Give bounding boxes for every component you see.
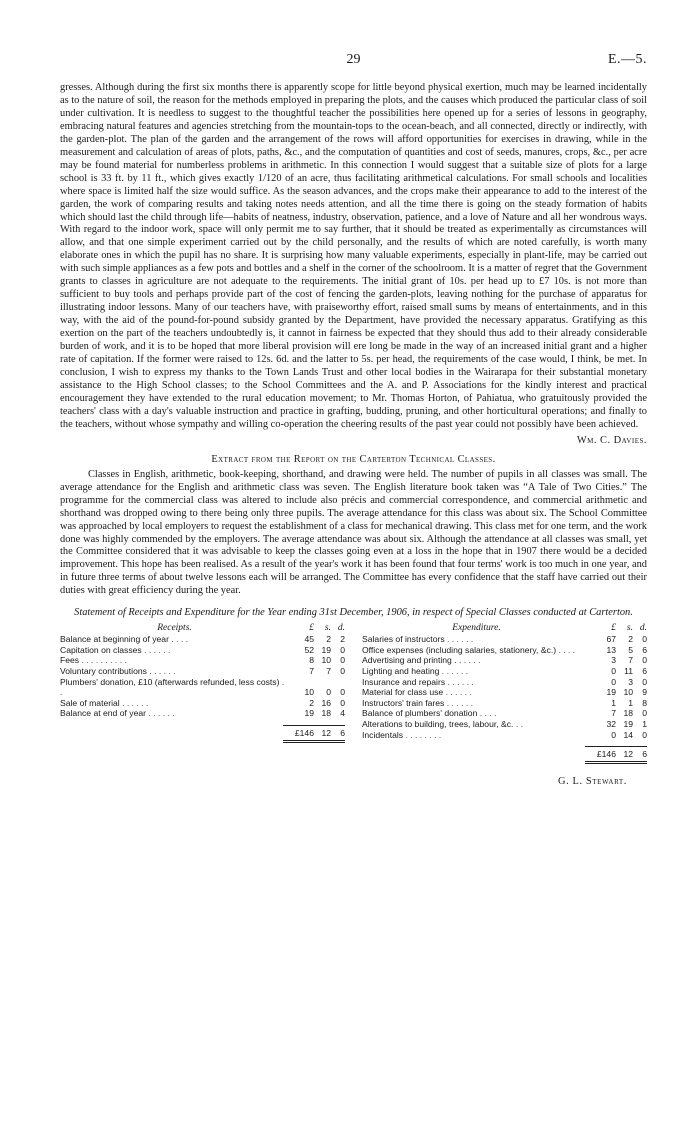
table-row	[362, 730, 647, 741]
expenditure-total: £146 12 6	[362, 746, 647, 764]
section-paragraph: Classes in English, arithmetic, book-keeping, shorthand, and drawing were held. The number of pupils in all classes was small. The average attendance for the English and arithmetic class was seven. The English literature book taken was “A Tale of Two Cities.” The programme for the commercial class was altered to include also précis and commercial correspondence, and commercial arithmetic and shorthand was dropped owing to there being only three pupils. The average attendance for this class was about six. The School Committee was approached by local employers to request the establishment of a class for mechanical drawing. This class met for one term, and the work done was highly commended by the employers. The average attendance was about six. Although the attendance at all classes was small, yet the Committee considered that it was advisable to keep the classes going even at a loss in the hope that in 1907 there would be a decided improvement. This hope has been realised. As a result of the year's work it has been found that four terms' work is too much in one year, and in future three terms of about twelve lessons each will be arranged. The Committee has every confidence that the staff have carried out their duties with great efficiency during the year.	[60, 468, 647, 597]
receipts-column	[60, 623, 345, 764]
row-amount: 3 7 0	[611, 655, 647, 666]
row-amount: 7 18 0	[611, 708, 647, 719]
row-description: Instructors' train fares . . . . . .	[362, 697, 474, 708]
row-amount: 7 7 0	[309, 666, 345, 677]
row-description: Balance of plumbers' donation . . . .	[362, 708, 497, 719]
page-number: 29	[346, 52, 361, 67]
table-row	[60, 645, 345, 656]
row-description: Insurance and repairs . . . . . .	[362, 676, 474, 687]
row-description: Voluntary contributions . . . . . .	[60, 666, 176, 677]
signature-stewart: G. L. Stewart.	[558, 776, 627, 788]
row-description: Plumbers' donation, £10 (afterwards refunded, less costs) . .	[60, 676, 285, 698]
row-amount: 0 14 0	[611, 729, 647, 740]
document-page	[60, 52, 647, 787]
table-row	[60, 677, 345, 698]
row-amount: 32 19 1	[606, 719, 647, 730]
row-description: Salaries of instructors . . . . . .	[362, 634, 474, 645]
row-amount: 8 10 0	[309, 655, 345, 666]
table-row	[60, 666, 345, 677]
row-amount: 2 16 0	[309, 697, 345, 708]
row-amount: 19 18 4	[304, 708, 345, 719]
row-description: Capitation on classes . . . . . .	[60, 644, 171, 655]
statement-title: Statement of Receipts and Expenditure for the Year ending 31st December, 1906, in respect of Special Classes conducted at Carterton.	[74, 607, 633, 619]
expenditure-rows	[362, 634, 647, 740]
row-amount: 45 2 2	[304, 634, 345, 645]
row-description: Balance at beginning of year . . . .	[60, 634, 189, 645]
row-amount: 10 0 0	[304, 687, 345, 698]
row-amount: 67 2 0	[606, 634, 647, 645]
row-description: Fees . . . . . . . . . .	[60, 655, 127, 666]
table-row	[362, 677, 647, 688]
expenditure-heading: Expenditure.	[452, 623, 501, 634]
row-description: Lighting and heating . . . . . .	[362, 666, 469, 677]
receipts-rows	[60, 634, 345, 719]
table-row	[362, 719, 647, 730]
row-amount: 0 3 0	[611, 676, 647, 687]
table-row	[362, 655, 647, 666]
table-row	[362, 634, 647, 645]
row-description: Sale of material . . . . . .	[60, 697, 149, 708]
row-description: Office expenses (including salaries, stationery, &c.) . . . .	[362, 644, 576, 655]
table-row	[362, 687, 647, 698]
page-header	[60, 52, 647, 72]
document-reference: E.—5.	[607, 52, 647, 67]
receipts-heading: Receipts.	[157, 623, 192, 634]
section-heading: Extract from the Report on the Carterton Technical Classes.	[211, 453, 496, 465]
currency-header: £ s. d.	[611, 623, 647, 634]
table-row	[362, 666, 647, 677]
row-amount: 13 5 6	[606, 644, 647, 655]
row-description: Material for class use . . . . . .	[362, 687, 472, 698]
row-description: Advertising and printing . . . . . .	[362, 655, 481, 666]
table-row	[60, 634, 345, 645]
signature-davies: Wm. C. Davies.	[576, 434, 647, 446]
currency-header: £ s. d.	[309, 623, 345, 634]
body-paragraph: gresses. Although during the first six months there is apparently scope for little beyond physical exertion, much may be learned incidentally as to the nature of soil, the reason for the methods employed in preparing the plots, and the causes which produced the particular class of soil under cultivation. It is needless to suggest to the thoughtful teacher the possibilities here opened up for a series of lessons in geography, embracing natural features and agencies stretching from the mountain-tops to the ocean-beach, and all connected, directly or indirectly, with the garden-plot. The plan of the garden and the arrangement of the rows will afford opportunities for exercises in drawing, while in the measurement and calculation of areas of plots, paths, &c., and the computation of quantities and cost of seeds, manures, crops, &c., per acre may be found material for numberless problems in arithmetic. In this connection I would suggest that a suitable size of plots for a large school is 33 ft. by 11 ft., which gives exactly 1/120 of an acre, thus facilitating arithmetical calculations. For small schools and localities where space is limited half the size would suffice. As the season advances, and the crops make their appearance to add to the interest of the garden, the work of comparing results and taking notes needs attention, and all the time there is going on the steady formation of habits which should last the child through life—habits of neatness, industry, observation, patience, and a love of Nature and all her wondrous ways. With regard to the indoor work, space will only permit me to say further, that it should be treated as experimentally as circumstances will allow, and that one simple experiment carried out by the child personally, and the results of which are noted carefully, is worth many elaborate ones in which the pupil has no share. It is surprising how many valuable experiments, especially in plant-life, may be carried out with such simple appliances as a few pots and bottles and a shelf in the corner of the schoolroom. It is a matter of regret that the Government grants to classes in agriculture are not adequate to the requirements. The initial grant of 10s. per head up to £7 10s. is not more than sufficient to buy tools and perhaps provide part of the cost of fencing the garden-plots, leaving nothing for the purchase of apparatus for illustrating indoor lessons. Many of our teachers have, with praiseworthy effort, raised small sums by means of entertainments, and in this way, with the aid of the pound-for-pound subsidy granted by the Department, have provided the necessary apparatus. Gratifying as this exertion on the part of the teachers undoubtedly is, it cannot in fairness be expected that they should thus add to their already considerable burden of work, and it is to be hoped that more liberal provision will ere long be made in the way of an increased initial grant and a higher rate of capitation. If the former were raised to 12s. 6d. and the latter to 5s. per head, the requirements of the case would, I think, be met. In conclusion, I wish to express my thanks to the Town Lands Trust and other local bodies in the Wairarapa for their substantial monetary assistance to the High School classes; to the School Committees and the A. and P. Associations for the kindly interest and practical encouragement they have extended to the rural education movement; to Mr. Thomas Horton, of Pahiatua, who gratuitously provided the teachers' class with a day's valuable instruction and practice in grafting, budding, pruning, and other horticultural operations; and finally to the teachers, without whose sympathy and willing co-operation the cheering results of the past year could not possibly have been achieved.	[60, 82, 647, 430]
row-description: Alterations to building, trees, labour, &c. . .	[362, 719, 523, 730]
row-description: Incidentals . . . . . . . .	[362, 729, 442, 740]
accounts-table	[60, 623, 647, 764]
row-amount: 0 11 6	[611, 666, 647, 677]
row-amount: 19 10 9	[606, 687, 647, 698]
table-row	[60, 655, 345, 666]
table-row	[60, 708, 345, 719]
row-amount: 52 19 0	[304, 644, 345, 655]
table-row	[362, 698, 647, 709]
receipts-total: £146 12 6	[60, 725, 345, 743]
table-row	[362, 708, 647, 719]
expenditure-column	[362, 623, 647, 764]
table-row	[362, 645, 647, 656]
row-description: Balance at end of year . . . . . .	[60, 708, 175, 719]
row-amount: 1 1 8	[611, 697, 647, 708]
table-row	[60, 698, 345, 709]
